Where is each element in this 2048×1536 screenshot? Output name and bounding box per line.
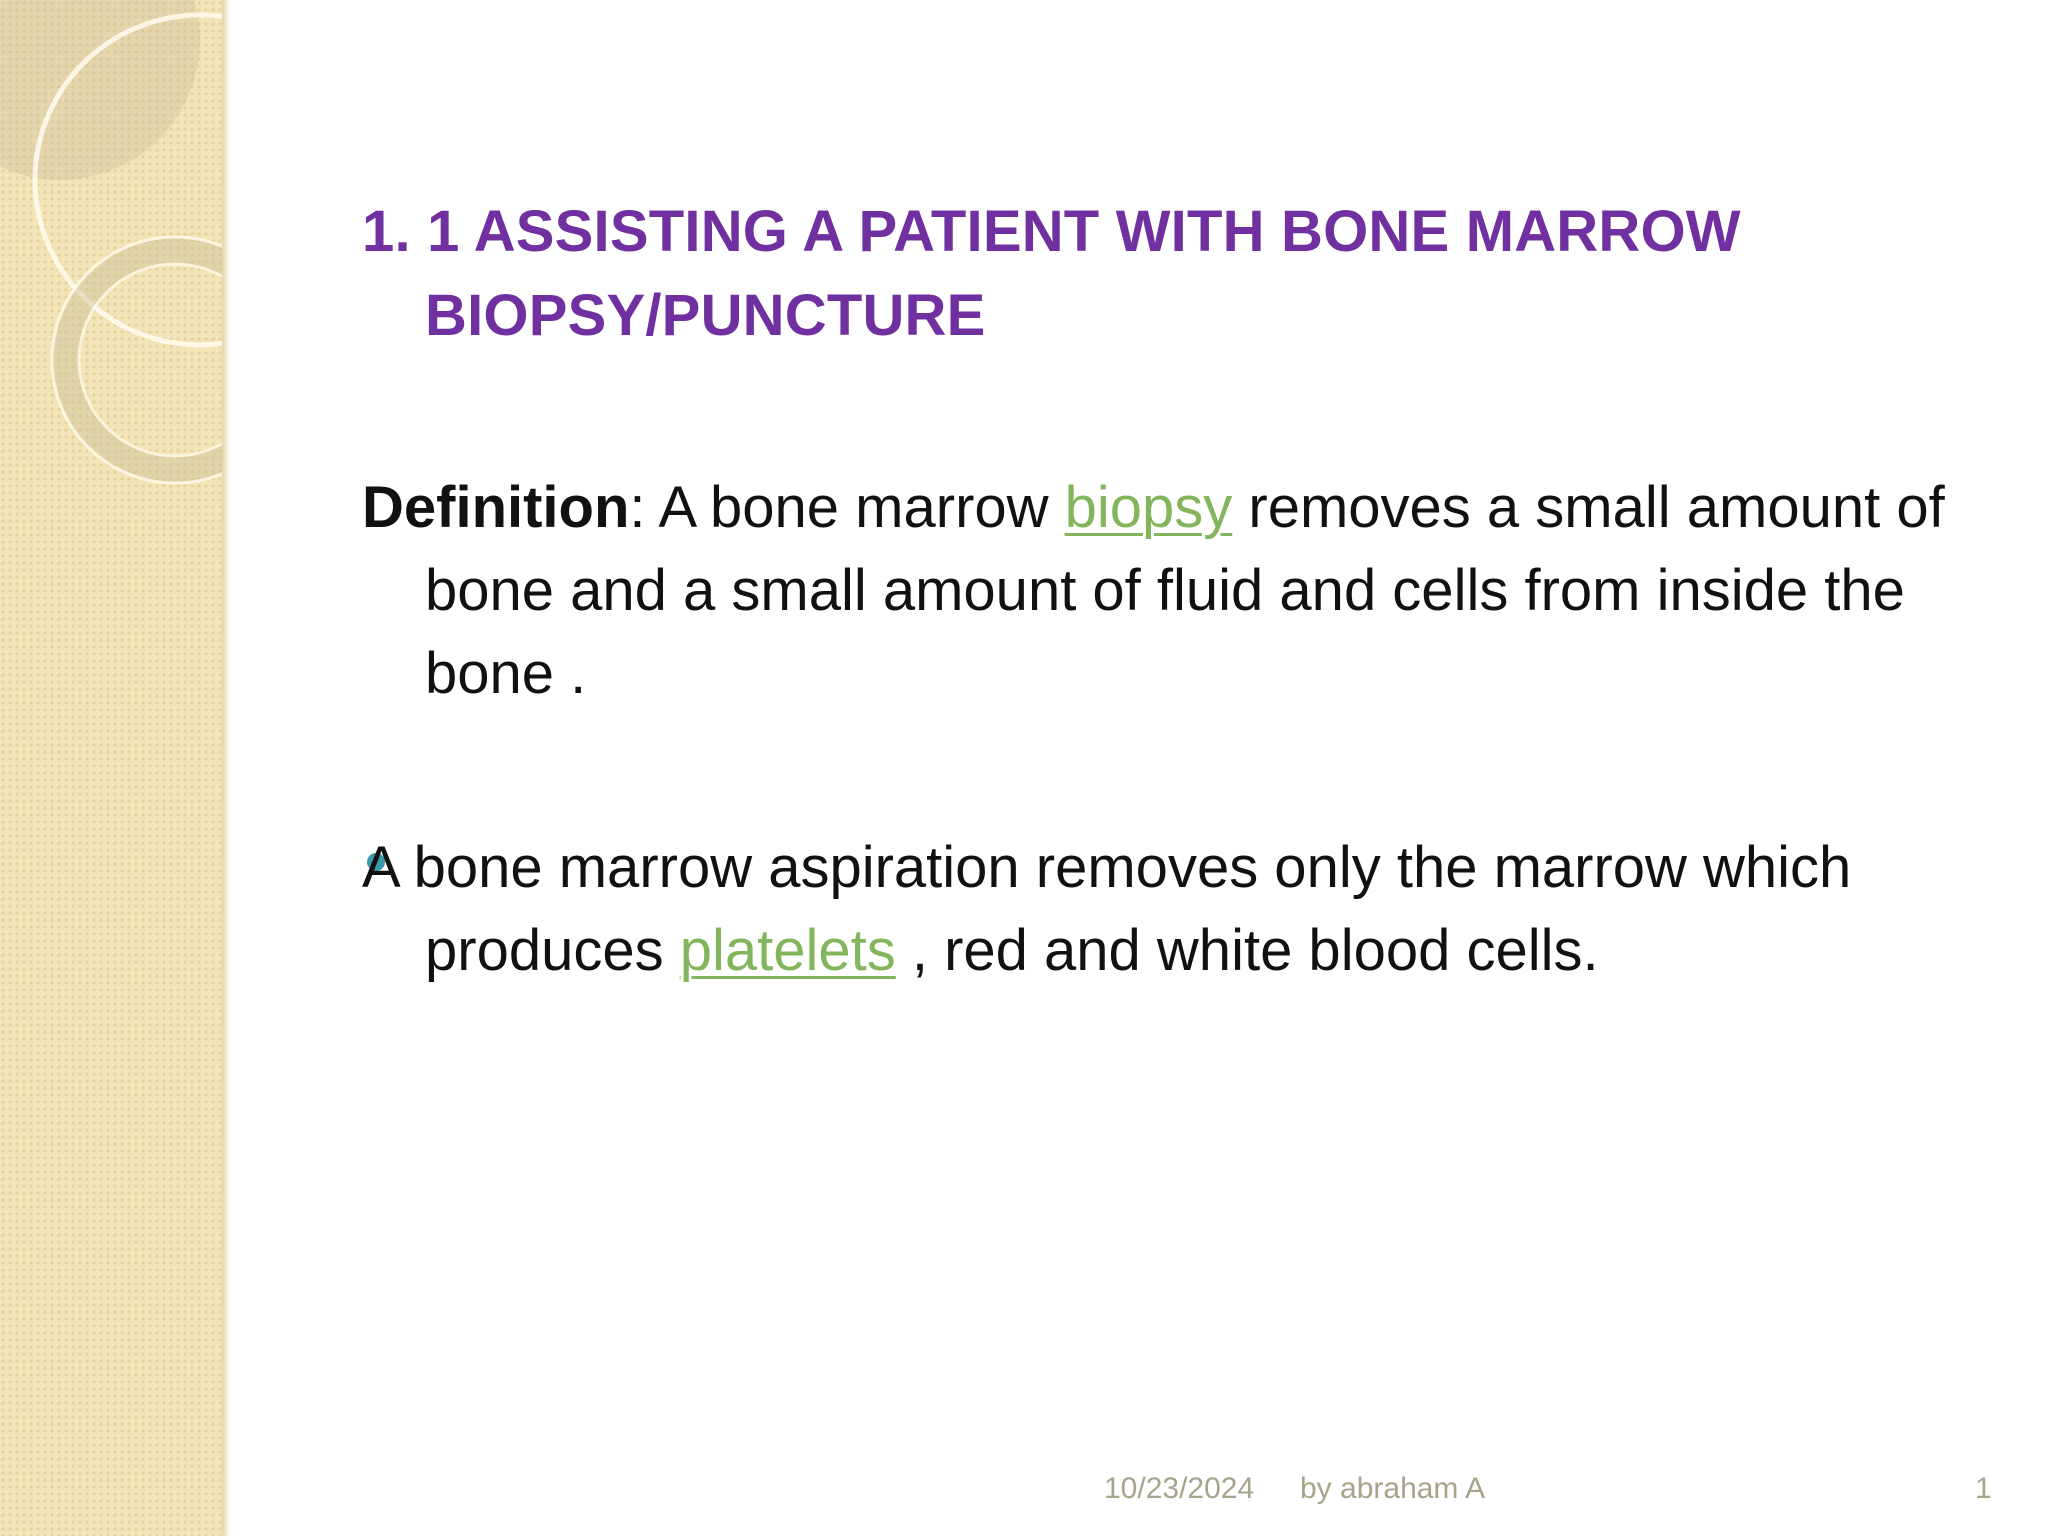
side-panel-edge [222, 0, 230, 1536]
bullet-item [362, 826, 1962, 992]
slide-page-number: 1 [1975, 1472, 1992, 1505]
biopsy-link[interactable]: biopsy [1064, 475, 1233, 540]
slide-title [362, 190, 1985, 358]
decorative-side-panel [0, 0, 226, 1536]
definition-colon: : [629, 475, 659, 540]
definition-text-end: removes a small amount of bone and a small amount of fluid and cells from inside the bone . [425, 475, 1945, 706]
platelets-link[interactable]: platelets [679, 918, 896, 983]
footer-author: by abraham A [1300, 1472, 1486, 1505]
bullet-text-start: A bone marrow aspiration removes only the marrow which produces [362, 835, 1852, 983]
footer-date: 10/23/2024 [1104, 1472, 1255, 1505]
definition-term: Definition [362, 475, 630, 540]
ring-decoration-icon [0, 0, 226, 1536]
definition-text-start: A bone marrow [658, 475, 1065, 540]
bullet-text-end: , red and white blood cells. [895, 918, 1599, 983]
title-line-1: 1. 1 ASSISTING A PATIENT WITH BONE MARROW [362, 199, 1741, 264]
title-line-2: BIOPSY/PUNCTURE [425, 283, 986, 348]
definition-paragraph [362, 466, 1962, 715]
